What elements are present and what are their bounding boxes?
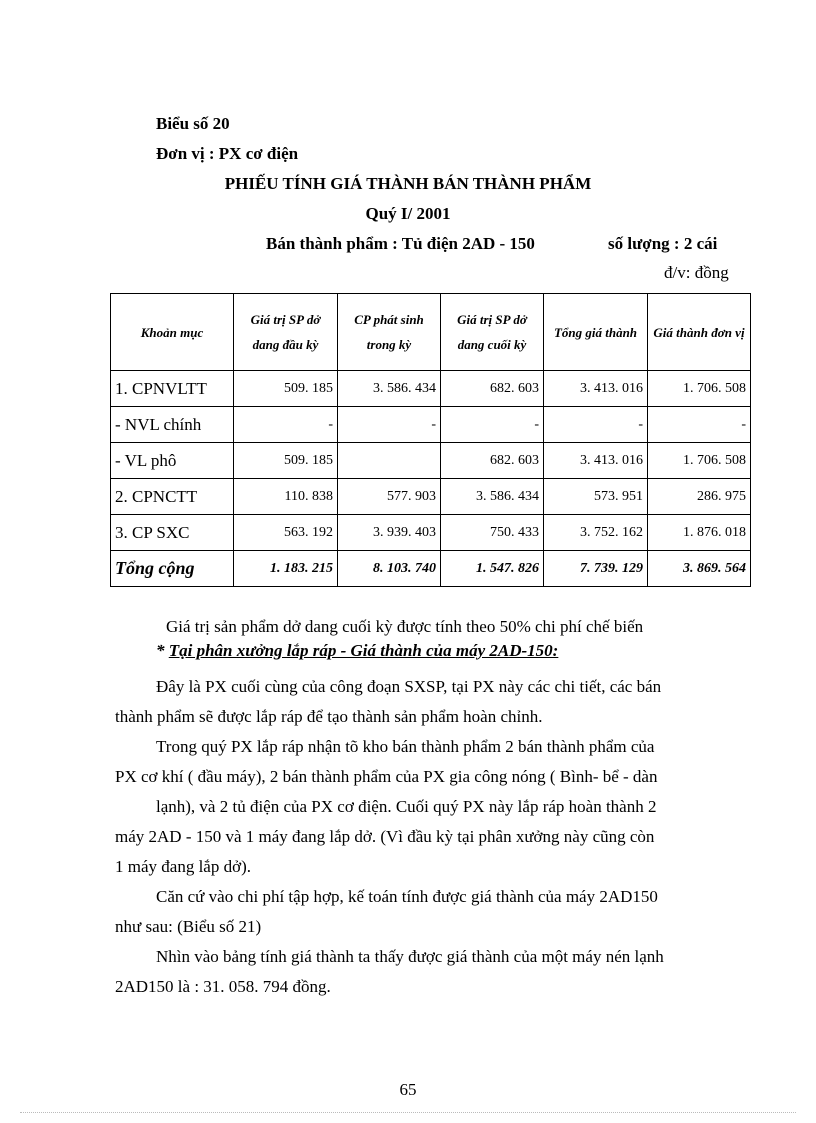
row-item: 3. CP SXC	[111, 515, 234, 551]
section-heading	[156, 641, 558, 661]
cell-incurred: -	[338, 407, 441, 443]
cost-table	[110, 293, 751, 587]
column-header: Khoản mục	[111, 294, 234, 371]
footer-divider	[20, 1112, 796, 1113]
table-row	[111, 515, 751, 551]
quantity-label: số lượng : 2 cái	[608, 234, 718, 253]
cell-incurred: 3. 939. 403	[338, 515, 441, 551]
currency-unit: đ/v: đồng	[664, 263, 729, 282]
cell-opening: 509. 185	[234, 443, 338, 479]
paragraph-line: máy 2AD - 150 và 1 máy đang lắp dở. (Vì đầu kỳ tại phân xưởng này cũng còn	[115, 827, 655, 846]
column-header: CP phát sinh trong kỳ	[338, 294, 441, 371]
paragraph-line: 2AD150 là : 31. 058. 794 đồng.	[115, 977, 331, 996]
paragraph-line: PX cơ khí ( đầu máy), 2 bán thành phẩm của PX gia công nóng ( Bình- bể - dàn	[115, 767, 658, 786]
column-header: Giá thành đơn vị	[648, 294, 751, 371]
paragraph-line: Nhìn vào bảng tính giá thành ta thấy được giá thành của một máy nén lạnh	[156, 947, 664, 966]
row-item: - NVL chính	[111, 407, 234, 443]
column-header: Giá trị SP dở dang cuối kỳ	[441, 294, 544, 371]
section-star: *	[156, 641, 169, 660]
unit-label: Đơn vị : PX cơ điện	[156, 144, 299, 163]
table-note: Giá trị sản phẩm dở dang cuối kỳ được tính theo 50% chi phí chế biến	[166, 617, 644, 636]
paragraph-line: Trong quý PX lắp ráp nhận tõ kho bán thành phẩm 2 bán thành phẩm của	[156, 737, 655, 756]
total-item: Tổng cộng	[111, 551, 234, 587]
cell-unit: 1. 706. 508	[648, 443, 751, 479]
cell-closing: 3. 586. 434	[441, 479, 544, 515]
paragraph-line: thành phẩm sẽ được lắp ráp để tạo thành sản phẩm hoàn chỉnh.	[115, 707, 543, 726]
paragraph-line: Căn cứ vào chi phí tập hợp, kế toán tính được giá thành của máy 2AD150	[156, 887, 658, 906]
cell-closing: 750. 433	[441, 515, 544, 551]
total-opening: 1. 183. 215	[234, 551, 338, 587]
table-header-row	[111, 294, 751, 371]
cell-opening: 509. 185	[234, 371, 338, 407]
cell-unit: 286. 975	[648, 479, 751, 515]
document-title: PHIẾU TÍNH GIÁ THÀNH BÁN THÀNH PHẨM	[224, 174, 592, 193]
section-heading-text: Tại phân xưởng lắp ráp - Giá thành của máy 2AD-150:	[168, 641, 559, 660]
paragraph-line: Đây là PX cuối cùng của công đoạn SXSP, tại PX này các chi tiết, các bán	[156, 677, 662, 696]
form-number: Biểu số 20	[156, 114, 230, 133]
paragraph-line: lạnh), và 2 tủ điện của PX cơ điện. Cuối quý PX này lắp ráp hoàn thành 2	[156, 797, 657, 816]
row-item: 2. CPNCTT	[111, 479, 234, 515]
page-number: 65	[399, 1080, 417, 1099]
cell-unit: 1. 876. 018	[648, 515, 751, 551]
total-closing: 1. 547. 826	[441, 551, 544, 587]
cell-total: -	[544, 407, 648, 443]
total-unit: 3. 869. 564	[648, 551, 751, 587]
cell-opening: -	[234, 407, 338, 443]
table-row	[111, 371, 751, 407]
cell-total: 3. 413. 016	[544, 443, 648, 479]
cell-total: 3. 413. 016	[544, 371, 648, 407]
period: Quý I/ 2001	[365, 204, 451, 223]
paragraph-line: 1 máy đang lắp dở).	[115, 857, 251, 876]
cell-opening: 110. 838	[234, 479, 338, 515]
cell-closing: 682. 603	[441, 443, 544, 479]
row-item: - VL phô	[111, 443, 234, 479]
column-header: Tổng giá thành	[544, 294, 648, 371]
paragraph-line: như sau: (Biểu số 21)	[115, 917, 262, 936]
cell-incurred	[338, 443, 441, 479]
cell-total: 573. 951	[544, 479, 648, 515]
total-incurred: 8. 103. 740	[338, 551, 441, 587]
cell-total: 3. 752. 162	[544, 515, 648, 551]
cell-closing: -	[441, 407, 544, 443]
cell-unit: 1. 706. 508	[648, 371, 751, 407]
cell-closing: 682. 603	[441, 371, 544, 407]
row-item: 1. CPNVLTT	[111, 371, 234, 407]
cell-incurred: 3. 586. 434	[338, 371, 441, 407]
table-total-row	[111, 551, 751, 587]
table-row	[111, 479, 751, 515]
column-header: Giá trị SP dở dang đầu kỳ	[234, 294, 338, 371]
table-row	[111, 407, 751, 443]
total-total: 7. 739. 129	[544, 551, 648, 587]
product-label: Bán thành phẩm : Tủ điện 2AD - 150	[266, 234, 535, 253]
cell-unit: -	[648, 407, 751, 443]
cell-incurred: 577. 903	[338, 479, 441, 515]
table-row	[111, 443, 751, 479]
cell-opening: 563. 192	[234, 515, 338, 551]
